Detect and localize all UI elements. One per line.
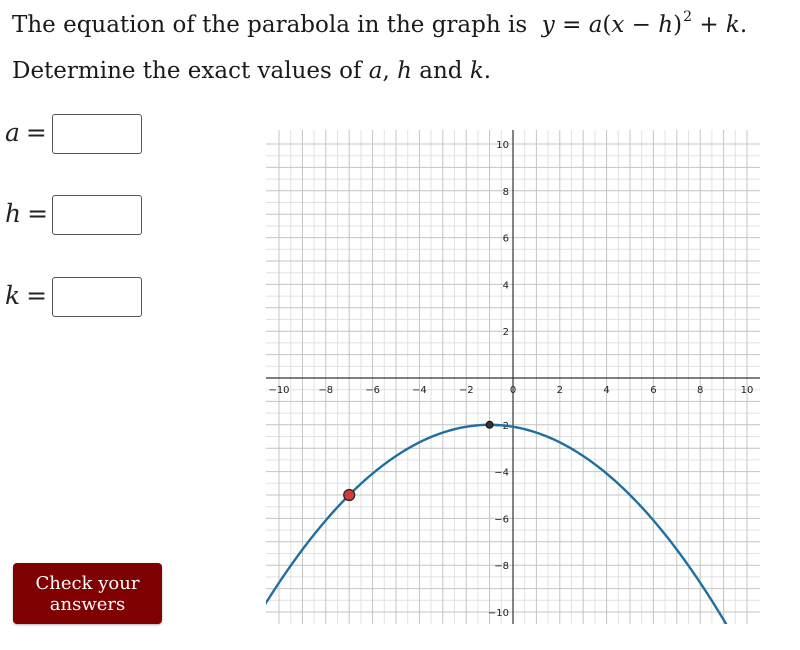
y-tick-label: −8: [494, 561, 509, 573]
x-tick-label: −4: [412, 385, 427, 396]
y-tick-label: 8: [502, 186, 509, 198]
question-line-1-text: The equation of the parabola in the graph is: [12, 12, 528, 38]
x-tick-label: −6: [365, 385, 380, 396]
x-tick-label: −10: [268, 385, 290, 396]
var-k: k: [469, 58, 484, 84]
y-tick-label: 10: [496, 140, 509, 151]
a-field-label: a =: [5, 118, 47, 147]
x-tick-label: 0: [509, 385, 517, 396]
x-tick-label: −2: [458, 385, 474, 396]
tick-labels: [268, 140, 753, 619]
x-tick-label: 2: [556, 385, 563, 396]
y-tick-label: −4: [494, 467, 509, 479]
x-tick-label: 10: [740, 385, 754, 396]
equation-formula: $y = a(x - h)^2 + k$.: [541, 9, 748, 38]
check-answers-button[interactable]: Check your answers: [13, 563, 162, 624]
question-line-2: Determine the exact values of a, h and k.: [12, 58, 492, 84]
h-field-label: h =: [5, 199, 49, 228]
x-tick-label: 4: [603, 385, 610, 396]
y-tick-label: 4: [502, 280, 509, 292]
y-tick-label: −10: [487, 608, 509, 619]
x-tick-label: −8: [318, 385, 334, 396]
question-line-2-text: Determine the exact values of: [12, 58, 362, 84]
draggable-point: [344, 490, 355, 501]
y-tick-label: 2: [502, 327, 509, 339]
and-word: and: [419, 58, 463, 84]
y-tick-label: −2: [494, 420, 509, 432]
x-tick-label: 6: [650, 385, 657, 396]
graph-points: [344, 421, 493, 500]
vertex-point: [486, 421, 493, 428]
var-a: a: [368, 58, 383, 84]
y-tick-label: −6: [494, 514, 509, 526]
var-h: h: [397, 58, 412, 84]
k-field-label: k =: [5, 281, 48, 310]
axes: [266, 130, 760, 624]
x-tick-label: 8: [697, 385, 704, 396]
y-tick-label: 6: [502, 233, 509, 245]
